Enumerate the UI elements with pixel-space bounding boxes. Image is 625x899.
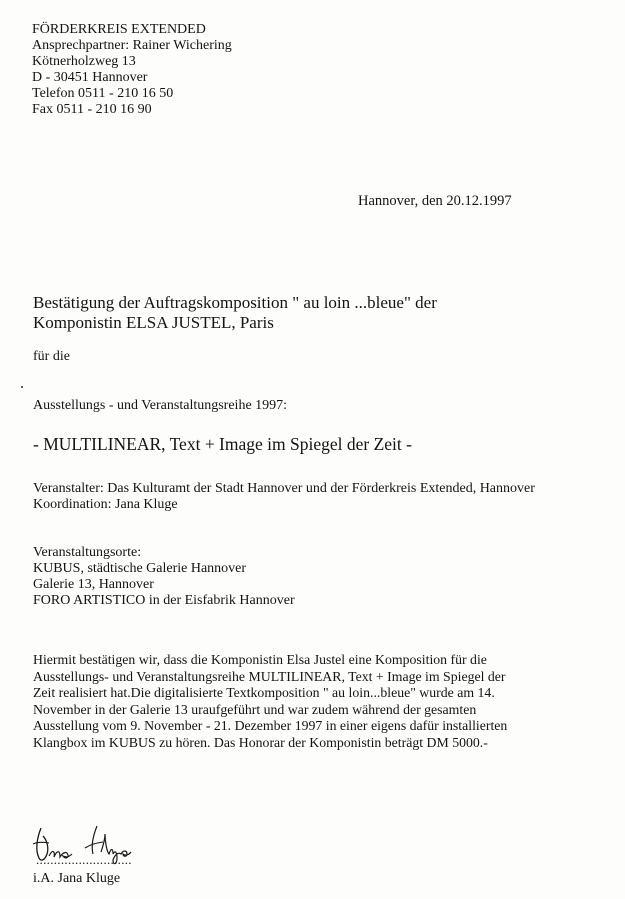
sender-city: D - 30451 Hannover (32, 70, 148, 85)
signature-dotted-line: ........................... (36, 852, 132, 867)
venue-item: FORO ARTISTICO in der Eisfabrik Hannover (33, 593, 295, 608)
paragraph-line: Ausstellungs- und Veranstaltungsreihe MULTILINEAR, Text + Image im Spiegel der (33, 668, 506, 684)
sender-phone: Telefon 0511 - 210 16 50 (32, 86, 174, 101)
paragraph-line: Klangbox im KUBUS zu hören. Das Honorar der Komponistin beträgt DM 5000.- (33, 734, 488, 750)
coordination-line: Koordination: Jana Kluge (33, 497, 178, 512)
sender-contact: Ansprechpartner: Rainer Wichering (32, 38, 232, 53)
confirmation-paragraph (33, 652, 573, 752)
sender-fax: Fax 0511 - 210 16 90 (32, 102, 152, 117)
date-line: Hannover, den 20.12.1997 (358, 193, 512, 209)
paper-speck (21, 386, 23, 388)
paragraph-line: Hiermit bestätigen wir, dass die Komponistin Elsa Justel eine Komposition für die (33, 652, 487, 667)
paragraph-line: November in der Galerie 13 uraufgeführt und war zudem während der gesamten (33, 701, 477, 717)
subject-line-1: Bestätigung der Auftragskomposition " au loin ...bleue" der (33, 293, 437, 312)
organizer-line: Veranstalter: Das Kulturamt der Stadt Hannover und der Förderkreis Extended, Hannover (33, 481, 535, 496)
subject-line-2: Komponistin ELSA JUSTEL, Paris (33, 313, 274, 332)
sender-street: Kötnerholzweg 13 (32, 54, 136, 69)
signatory-name: i.A. Jana Kluge (33, 871, 121, 886)
paragraph-line: Ausstellung vom 9. November - 21. Dezember 1997 in einer eigens dafür installierten (33, 718, 508, 734)
venue-item: KUBUS, städtische Galerie Hannover (33, 561, 247, 576)
venue-item: Galerie 13, Hannover (33, 577, 154, 592)
sender-org: FÖRDERKREIS EXTENDED (32, 22, 206, 37)
series-line: Ausstellungs - und Veranstaltungsreihe 1997: (33, 398, 288, 413)
venues-heading: Veranstaltungsorte: (33, 545, 142, 560)
motto-line: - MULTILINEAR, Text + Image im Spiegel der Zeit - (33, 434, 412, 454)
fuer-die: für die (33, 349, 70, 364)
paragraph-line: Zeit realisiert hat.Die digitalisierte Textkomposition " au loin...bleue" wurde am 14. (33, 685, 495, 701)
